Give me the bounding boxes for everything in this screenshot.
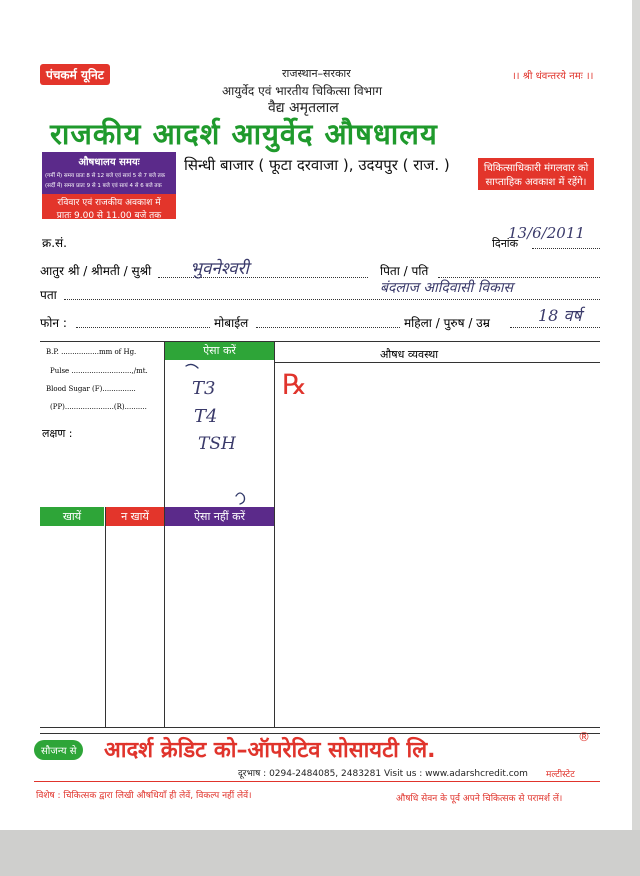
notice-line-1: चिकित्साधिकारी मंगलवार को — [483, 163, 589, 174]
prescription-header: औषध व्यवस्था — [380, 348, 439, 361]
footer-red-rule — [34, 781, 600, 782]
panchkarma-unit-badge: पंचकर्म यूनिट — [40, 64, 110, 85]
multistate-label: मल्टीस्टेट — [546, 770, 575, 780]
consult-note: औषधि सेवन के पूर्व अपने चिकित्सक से परामर्श लें। — [396, 794, 563, 804]
phone-label: फोन : — [40, 316, 67, 330]
date-value: 13/6/2011 — [508, 224, 585, 242]
dont-header: ऐसा नहीं करें — [165, 507, 274, 526]
gender-age-label: महिला / पुरुष / उम्र — [404, 316, 490, 330]
govt-label: राजस्थान–सरकार — [282, 67, 351, 80]
date-label: दिनांक — [492, 237, 519, 250]
mobile-label: मोबाईल — [214, 316, 249, 330]
notice-line-2: साप्ताहिक अवकाश में रहेंगे। — [485, 177, 587, 188]
contact-info: दूरभाष : 0294-2484085, 2483281 Visit us : www.adarshcredit.com — [238, 769, 528, 779]
patient-name-value: भुवनेश्वरी — [190, 259, 249, 279]
address-label: पता — [40, 288, 57, 302]
bp-field: B.P. .................mm of Hg. — [46, 348, 137, 356]
donor-name: वैद्य अमृतलाल — [268, 100, 339, 116]
timing-title: औषधालय समयः — [78, 157, 140, 168]
handwritten-test-1: T3 — [192, 378, 216, 399]
address-text: सिन्धी बाजार ( फूटा दरवाजा ), उदयपुर ( राज. ) — [184, 156, 450, 174]
timing-summer: (गर्मी में) समय प्रातः 8 से 12 बजे एवं सायं 5 से 7 बजे तक — [45, 173, 166, 179]
blood-sugar-field: Blood Sugar (F)............... — [46, 385, 136, 393]
do-header: ऐसा करें — [165, 342, 274, 360]
patient-name-label: आतुर श्री / श्रीमती / सुश्री — [40, 264, 152, 278]
age-value: 18 वर्ष — [538, 306, 582, 325]
eat-header: खायें — [40, 507, 104, 526]
rx-symbol: ℞ — [282, 368, 308, 401]
department-label: आयुर्वेद एवं भारतीय चिकित्सा विभाग — [222, 84, 382, 98]
pp-field: (PP)......................(R).......... — [50, 403, 147, 411]
noeat-header: न खायें — [106, 507, 164, 526]
handwritten-test-2: T4 — [194, 406, 218, 427]
pulse-field: Pulse ...........................,/mt. — [50, 367, 148, 375]
holiday-line-2: प्रातः 9.00 से 11.00 बजे तक — [56, 211, 162, 221]
serial-label: क्र.सं. — [42, 236, 67, 250]
father-label: पिता / पति — [380, 264, 429, 278]
courtesy-badge: सौजन्य से — [34, 740, 83, 760]
holiday-line-1: रविवार एवं राजकीय अवकाश में — [57, 198, 161, 208]
sponsor-name: आदर्श क्रेडिट को–ऑपरेटिव सोसायटी लि. — [104, 738, 436, 763]
invocation-text: ।। श्री धंवन्तरये नमः ।। — [512, 71, 594, 82]
registered-mark: ® — [578, 730, 590, 744]
address-value: बंदलाज आदिवासी विकास — [380, 280, 513, 296]
handwritten-test-3: TSH — [198, 434, 236, 454]
timing-winter: (सर्दी में) समय प्रातः 9 से 1 बजे एवं सायं 4 से 6 बजे तक — [45, 183, 162, 189]
symptoms-label: लक्षण : — [42, 427, 73, 440]
special-note: विशेष : चिकित्सक द्वारा लिखी औषधियाँ ही लेवें, विकल्प नहीं लेवें। — [36, 791, 252, 801]
page-title: राजकीय आदर्श आयुर्वेद औषधालय — [50, 117, 438, 151]
